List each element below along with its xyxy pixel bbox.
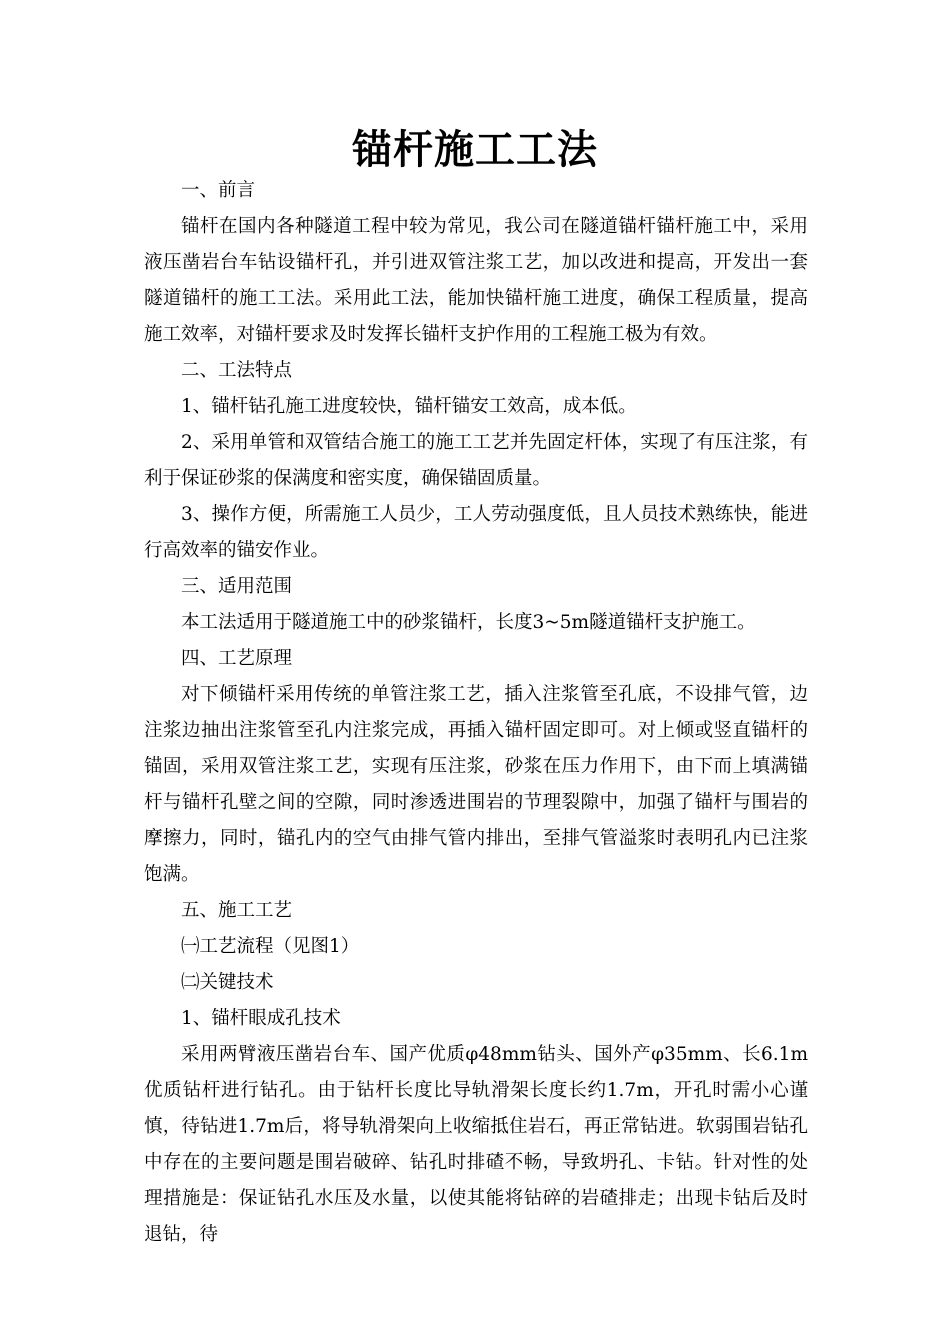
document-title: 锚杆施工工法 (352, 126, 598, 173)
section-heading-principle: 四、工艺原理 (181, 648, 293, 669)
subheading-key-tech: ㈡关键技术 (181, 972, 274, 993)
document-body (144, 173, 808, 1253)
paragraph-scope: 本工法适用于隧道施工中的砂浆锚杆，长度3~5m隧道锚杆支护施工。 (181, 612, 756, 633)
section-heading-process: 五、施工工艺 (181, 900, 293, 921)
paragraph-feature-3: 3、操作方便，所需施工人员少，工人劳动强度低，且人员技术熟练快，能进行高效率的锚安作业。 (144, 504, 808, 561)
paragraph-drilling: 采用两臂液压凿岩台车、国产优质φ48mm钻头、国外产φ35mm、长6.1m优质钻杆进行钻孔。由于钻杆长度比导轨滑架长度长约1.7m，开孔时需小心谨慎，待钻进1.7m后，将导轨滑架向上收缩抵住岩石，再正常钻进。软弱围岩钻孔中存在的主要问题是围岩破碎、钻孔时排碴不畅，导致坍孔、卡钻。针对性的处理措施是：保证钻孔水压及水量，以使其能将钻碎的岩碴排走；出现卡钻后及时退钻，待 (144, 1044, 808, 1245)
section-heading-scope: 三、适用范围 (181, 576, 293, 597)
paragraph-principle: 对下倾锚杆采用传统的单管注浆工艺，插入注浆管至孔底，不设排气管，边注浆边抽出注浆管至孔内注浆完成，再插入锚杆固定即可。对上倾或竖直锚杆的锚固，采用双管注浆工艺，实现有压注浆，砂浆在压力作用下，由下而上填满锚杆与锚杆孔壁之间的空隙，同时渗透进围岩的节理裂隙中，加强了锚杆与围岩的摩擦力，同时，锚孔内的空气由排气管内排出，至排气管溢浆时表明孔内已注浆饱满。 (144, 684, 808, 885)
paragraph-feature-2: 2、采用单管和双管结合施工的施工工艺并先固定杆体，实现了有压注浆，有利于保证砂浆的保满度和密实度，确保锚固质量。 (144, 432, 808, 489)
paragraph-preface: 锚杆在国内各种隧道工程中较为常见，我公司在隧道锚杆锚杆施工中，采用液压凿岩台车钻设锚杆孔，并引进双管注浆工艺，加以改进和提高，开发出一套隧道锚杆的施工工法。采用此工法，能加快锚杆施工进度，确保工程质量，提高施工效率，对锚杆要求及时发挥长锚杆支护作用的工程施工极为有效。 (144, 216, 808, 345)
subheading-flow: ㈠工艺流程（见图1） (181, 936, 360, 957)
subheading-drilling: 1、锚杆眼成孔技术 (181, 1008, 341, 1029)
paragraph-feature-1: 1、锚杆钻孔施工进度较快，锚杆锚安工效高，成本低。 (181, 396, 637, 417)
section-heading-features: 二、工法特点 (181, 360, 293, 381)
section-heading-preface: 一、前言 (181, 180, 256, 201)
